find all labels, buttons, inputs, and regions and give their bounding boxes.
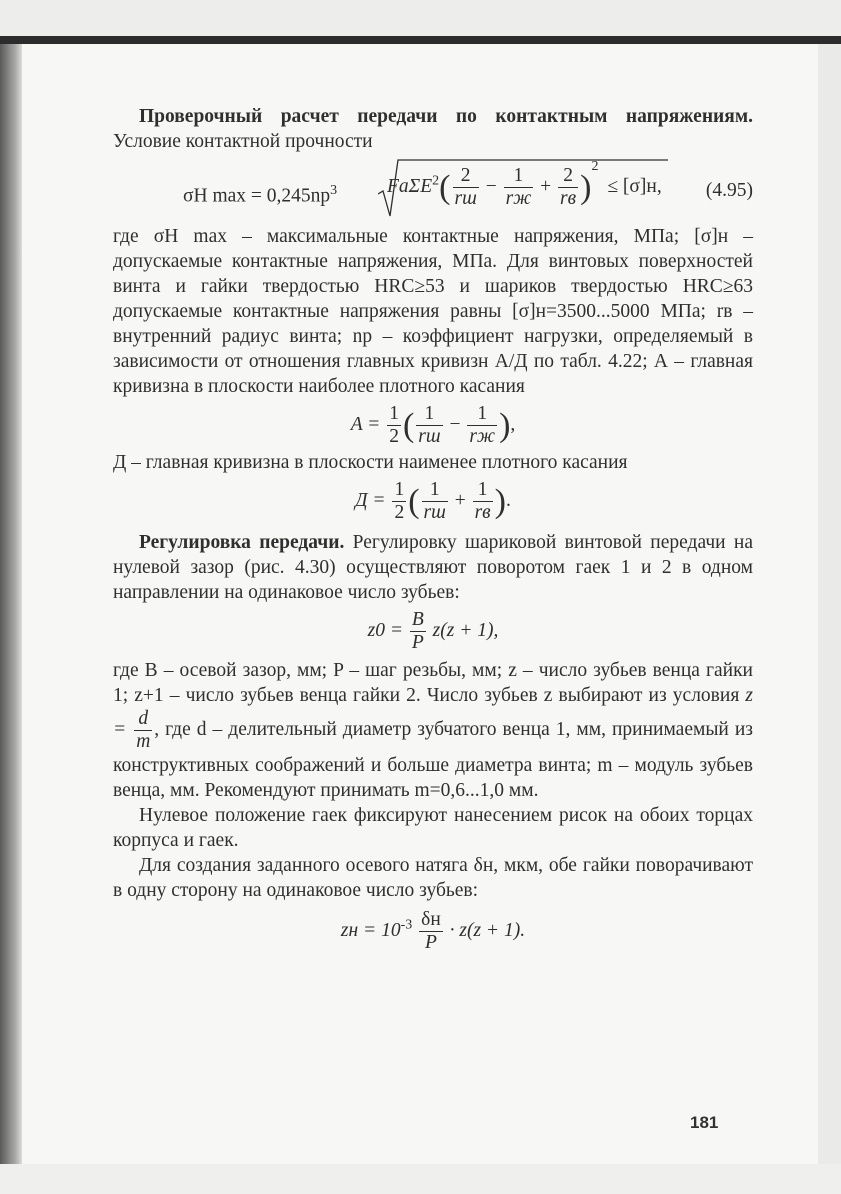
frac-d-over-m: $\frac{d}{m}$ bbox=[136, 708, 151, 752]
intro-text: Условие контактной прочности bbox=[113, 131, 373, 152]
formula-z0-rhs: z(z + 1), bbox=[432, 619, 499, 641]
formula-lhs-text: σН max = 0,245nр bbox=[183, 185, 331, 207]
frac-b-over-p: $\frac{B}{P}$ bbox=[411, 609, 424, 653]
formula-rhs: ≤ [σ]н, bbox=[607, 176, 662, 197]
formula-lhs bbox=[183, 178, 337, 209]
radicand-sq: 2 bbox=[432, 173, 440, 189]
outer-exponent: 2 bbox=[591, 159, 599, 174]
frac-rsh: $\frac{2}{rш}$ bbox=[454, 165, 477, 210]
frac-a-2: $\frac{1}{rж}$ bbox=[469, 403, 496, 447]
paragraph-zero-position: Нулевое положение гаек фиксируют нанесением рисок на обоих торцах корпуса и гаек. bbox=[113, 805, 753, 851]
paragraph-adjustment bbox=[113, 530, 753, 605]
section-heading-check: Проверочный расчет передачи по контактным напряжениям. bbox=[139, 106, 753, 127]
formula-zn-lhs: zн = 10 bbox=[340, 919, 401, 941]
frac-delta-over-p: $\frac{\delta н}{P}$ bbox=[421, 909, 441, 953]
formula-zn bbox=[113, 909, 753, 954]
frac-rv: $\frac{2}{rв}$ bbox=[560, 165, 577, 210]
frac-d-1: $\frac{1}{rш}$ bbox=[423, 479, 446, 523]
scan-right-margin bbox=[818, 44, 841, 1164]
section-heading-adjust: Регулировка передачи. bbox=[139, 532, 345, 553]
formula-a-lhs: A = bbox=[350, 413, 381, 435]
formula-z0-lhs: z0 = bbox=[367, 619, 403, 641]
equation-number: (4.95) bbox=[705, 180, 753, 201]
page-number: 181 bbox=[690, 1113, 719, 1132]
formula-z0 bbox=[113, 609, 753, 654]
paragraph-curvature-d: Д – главная кривизна в плоскости наименее плотного касания bbox=[113, 452, 628, 473]
formula-4-95 bbox=[113, 154, 753, 224]
formula-curvature-d: Д = $\frac{1}{2}$ ( $\frac{1}{rш}$ + $\frac{1}{rв}$ ). bbox=[355, 479, 511, 523]
radicand-fe: FaΣE bbox=[387, 176, 433, 197]
formula-d-lhs: Д = bbox=[355, 489, 386, 511]
formula-zn-rhs: · z(z + 1). bbox=[449, 919, 526, 941]
frac-half-a: $\frac{1}{2}$ bbox=[389, 403, 399, 447]
paragraph-definitions: где σН max – максимальные контактные напряжения, МПа; [σ]н – допускаемые контактные напряжения, МПа. Для винтовых поверхностей винта и гайки твердостью HRC≥53 и шариков твердостью HRC≥63 допускаемые контактные напряжения равны [σ]н=3500...5000 МПа; rв – внутренний радиус винта; nр – коэффициент нагрузки, определяемый в зависимости от отношения главных кривизн А/Д по табл. 4.22; А – главная кривизна в плоскости наиболее плотного касания bbox=[113, 226, 753, 397]
root-index: 3 bbox=[330, 183, 338, 198]
frac-d-2: $\frac{1}{rв}$ bbox=[474, 479, 491, 523]
book-spine-shadow bbox=[0, 44, 22, 1164]
paragraph-z-choice: где B – осевой зазор, мм; P – шаг резьбы, мм; z – число зубьев венца гайки 1; z+1 – число зубьев венца гайки 2. Число зубьев z выбирают из условия z = $\frac{d}{m}$ , где d – делительный диаметр зубчатого венца 1, мм, принимаемый из конструктивных соображений и больше диаметра винта; m – модуль зубьев венца, мм. Рекомендуют принимать m=0,6...1,0 мм. bbox=[113, 660, 753, 801]
formula-curvature-a: A = $\frac{1}{2}$ ( $\frac{1}{rш}$ − $\frac{1}{rж}$ ), bbox=[350, 403, 516, 447]
scan-bottom-margin bbox=[0, 1164, 841, 1194]
frac-rzh: $\frac{1}{rж}$ bbox=[505, 165, 532, 210]
frac-a-1: $\frac{1}{rш}$ bbox=[418, 403, 441, 447]
paragraph-intro bbox=[113, 104, 753, 154]
adjust-text: Регулировку шариковой винтовой передачи на нулевой зазор (рис. 4.30) осуществляют поворотом гаек 1 и 2 в одном направлении на одинаковое число зубьев: bbox=[113, 532, 753, 603]
paragraph-preload: Для создания заданного осевого натяга δн, мкм, обе гайки поворачивают в одну сторону на одинаковое число зубьев: bbox=[113, 855, 753, 901]
frac-half-d: $\frac{1}{2}$ bbox=[394, 479, 405, 523]
scan-top-margin bbox=[0, 0, 841, 36]
page-content bbox=[113, 104, 753, 954]
scan-dark-edge bbox=[0, 36, 841, 44]
formula-zn-exp: -3 bbox=[400, 917, 413, 933]
cond-lhs: z = bbox=[113, 685, 753, 740]
radicand: FaΣE$^2$( $\frac{2}{rш}$ − $\frac{1}{rж}$ + $\frac{2}{rв}$ )$^2$ ≤ [σ]н, bbox=[387, 159, 662, 210]
